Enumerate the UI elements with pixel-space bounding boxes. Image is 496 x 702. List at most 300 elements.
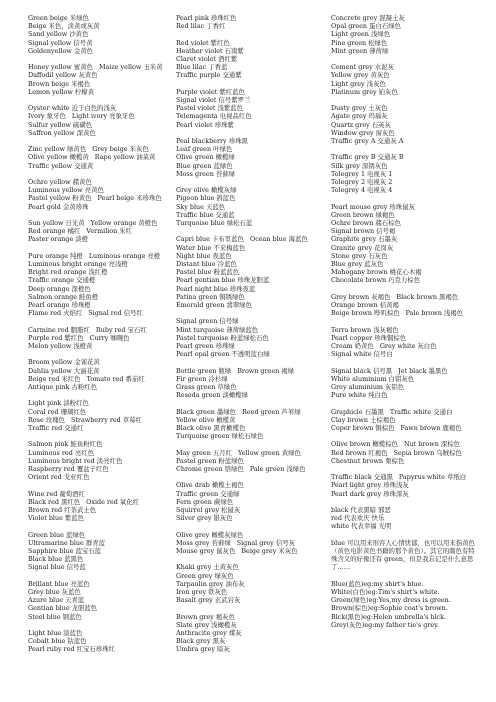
- color-line: [28, 14, 178, 22]
- color-entry: Beige red 米红色: [28, 374, 81, 383]
- color-line: [176, 317, 321, 325]
- color-line: [28, 531, 178, 539]
- color-line: [176, 621, 321, 629]
- color-line: [331, 47, 481, 55]
- color-entry: Brown green 褐绿: [237, 366, 295, 375]
- color-entry: Grey beige 米灰色: [92, 145, 149, 154]
- color-line: [176, 334, 321, 342]
- color-line: [176, 457, 321, 465]
- color-entry: Purple red 紫红色: [28, 333, 84, 342]
- color-entry: Violet blue 紫蓝色: [28, 514, 85, 523]
- color-line: [28, 153, 178, 161]
- color-line: [176, 498, 321, 506]
- color-line: [176, 350, 321, 358]
- example-sentence: Brown(棕色)eg:Sophie coat's brown.: [331, 604, 448, 613]
- color-entry: Coral red 珊瑚红色: [28, 407, 87, 416]
- color-entry: Ochre yellow 赭黄色: [28, 178, 92, 186]
- color-line: [331, 449, 481, 457]
- color-line: [28, 285, 178, 293]
- color-entry: Brown grey 褐灰色: [176, 612, 235, 621]
- line-gap: [176, 80, 321, 88]
- color-line: [176, 219, 321, 227]
- color-line: [176, 367, 321, 375]
- color-entry: Pearl beige 米珍珠色: [97, 194, 162, 203]
- color-entry: Window grey 窗灰色: [331, 128, 395, 137]
- color-line: [176, 383, 321, 391]
- color-entry: Coper brown 铜棕色: [331, 424, 395, 433]
- color-entry: Purple violet 紫红蓝色: [176, 87, 245, 96]
- color-line: [176, 276, 321, 284]
- color-entry: Sun yellow 日光黄: [28, 219, 85, 227]
- color-entry: Pearl dark grey 珍珠深灰: [331, 489, 409, 498]
- color-entry: Traffic grey A 交通灰 A: [331, 137, 404, 146]
- color-entry: Red brown 红褐色: [331, 448, 388, 457]
- color-line: [176, 121, 321, 129]
- line-gap: [28, 317, 178, 325]
- color-entry: Pale green 浅绿色: [249, 465, 306, 474]
- color-entry: Distant blue 冷蓝色: [176, 260, 237, 269]
- color-entry: Traffic white 交通白: [389, 407, 453, 416]
- color-line: [331, 260, 481, 268]
- color-line: [28, 506, 178, 514]
- color-entry: Luminous bright orange 亮浅橙: [28, 260, 128, 268]
- color-entry: Pearl opal green 不透明蓝白绿: [176, 350, 270, 359]
- example-sentence: Blue(蓝色)eg:my shirt's blue.: [331, 579, 424, 588]
- color-entry: Brillant blue 亮蓝色: [28, 579, 90, 588]
- color-line: [176, 572, 321, 580]
- color-line: [28, 260, 178, 268]
- color-entry: Black red 黑红色: [28, 497, 81, 506]
- line-gap: [28, 244, 178, 252]
- color-entry: Carmine red 胭脂红: [28, 325, 90, 334]
- color-line: [28, 465, 178, 473]
- color-entry: Light grey 浅灰色: [331, 79, 386, 88]
- color-line: [28, 342, 178, 350]
- color-entry: Oyster white 近于白色的浅灰: [28, 104, 117, 113]
- color-entry: Deep orange 深橙色: [28, 284, 91, 293]
- color-line: [28, 383, 178, 391]
- color-line: [176, 211, 321, 219]
- color-line: [176, 153, 321, 161]
- color-line: [28, 457, 178, 465]
- color-line: [331, 276, 481, 284]
- color-entry: black 代表黑暗 邪恶: [331, 506, 391, 515]
- color-entry: Oxide red 氧化红: [86, 497, 140, 506]
- color-line: [176, 424, 321, 432]
- color-line: [331, 71, 481, 79]
- color-entry: Beige grey 米灰色: [241, 547, 298, 556]
- color-entry: Bright red orange 浅红橙: [28, 268, 108, 277]
- color-entry: Fir green 冷杉绿: [176, 374, 228, 383]
- color-entry: Olive grey 橄榄灰绿色: [176, 530, 244, 539]
- color-line: [331, 30, 481, 38]
- color-line: [28, 301, 178, 309]
- color-line: [176, 342, 321, 350]
- color-line: [28, 449, 178, 457]
- color-entry: Pine green 松绿色: [331, 38, 388, 47]
- color-entry: Tarpaulin grey 油布灰: [176, 579, 245, 588]
- color-entry: Salmon pink 鲑鱼粉红色: [28, 440, 103, 449]
- color-line: [331, 219, 481, 227]
- color-line: [28, 47, 178, 55]
- color-entry: Dusty grey 土灰色: [331, 104, 388, 113]
- line-gap: [331, 96, 481, 104]
- color-entry: Umbra grey 暗灰: [176, 645, 230, 654]
- color-entry: Signal grey 信号灰: [236, 538, 295, 547]
- line-gap: [176, 178, 321, 186]
- color-entry: Emerald green 翡翠绿色: [176, 301, 252, 310]
- color-entry: Bottle green 瓶绿: [176, 366, 232, 375]
- color-line: [331, 522, 481, 530]
- color-entry: Papyrus white 草纸白: [398, 473, 467, 482]
- color-list-column-2: [176, 14, 321, 654]
- color-line: [331, 416, 481, 424]
- color-entry: Grey white 灰白色: [379, 342, 437, 351]
- color-line: [331, 14, 481, 22]
- color-entry: Cream 奶黄色: [331, 342, 374, 351]
- color-line: [176, 170, 321, 178]
- line-gap: [28, 170, 178, 178]
- color-line: [28, 39, 178, 47]
- color-entry: Daffodil yellow 灰黄色: [28, 71, 98, 80]
- color-entry: Strawberry red 草莓红: [70, 415, 142, 424]
- color-entry: Brown beige 米褐色: [28, 79, 91, 88]
- color-entry: Signal brown 信号褐: [331, 227, 396, 236]
- color-example-list: [331, 580, 481, 629]
- line-gap: [331, 317, 481, 325]
- color-entry: Traffic grey B 交通灰 B: [331, 153, 404, 162]
- color-entry: Curry 咖喱色: [89, 333, 130, 342]
- color-line: [28, 490, 178, 498]
- color-entry: Mouse grey 鼠灰色: [176, 547, 236, 556]
- color-line: [28, 629, 178, 637]
- color-line: [176, 162, 321, 170]
- color-entry: Signal red 信号红: [88, 309, 143, 318]
- color-line: [28, 645, 178, 653]
- color-entry: Telemagenta 电视品红色: [176, 112, 252, 121]
- color-line: [176, 613, 321, 621]
- color-entry: Pure orange 纯橙: [28, 251, 83, 260]
- line-gap: [176, 358, 321, 366]
- line-gap: [28, 211, 178, 219]
- color-entry: Pastel violet 浅紫蓝色: [176, 104, 244, 113]
- color-line: [331, 301, 481, 309]
- color-line: [331, 457, 481, 465]
- color-entry: Signal black 信号黑: [331, 366, 393, 375]
- color-entry: red 代表欢庆 快乐: [331, 514, 385, 523]
- color-line: [176, 55, 321, 63]
- color-entry: Moss grey 苔藓绿: [176, 538, 231, 547]
- color-entry: Olive drab 橄榄土褐色: [176, 481, 244, 490]
- color-entry: Red orange 橘红: [28, 227, 81, 236]
- color-line: [176, 22, 321, 30]
- line-gap: [176, 440, 321, 448]
- color-line: [28, 276, 178, 284]
- color-line: [176, 88, 321, 96]
- example-sentence: Blck(黑色)eg:Helen umbrella's blck.: [331, 612, 447, 621]
- color-entry: Traffic yellow 交通黄: [28, 161, 94, 170]
- color-entry: Pigeon blue 鸽蓝色: [176, 194, 236, 203]
- color-line: [28, 80, 178, 88]
- color-entry: Light pink 淡粉红色: [28, 399, 89, 408]
- color-line: [28, 112, 178, 120]
- color-line: [331, 129, 481, 137]
- color-line: [331, 244, 481, 252]
- color-entry: Stone grey 石灰色: [331, 251, 388, 260]
- color-entry: Traffic green 交通绿: [176, 489, 240, 498]
- color-entry: Sky blue 天蓝色: [176, 202, 226, 211]
- color-line: [331, 326, 481, 334]
- color-line: [28, 203, 178, 211]
- color-entry: Black grey 黑灰: [176, 637, 226, 646]
- color-entry: Black green 墨绿色: [176, 407, 237, 416]
- color-entry: Platinum grey 铂灰色: [331, 87, 398, 96]
- color-entry: Light blue 淡蓝色: [28, 629, 83, 638]
- color-entry: Melon yellow 浅橙黄: [28, 342, 93, 351]
- line-gap: [28, 137, 178, 145]
- color-line: [28, 162, 178, 170]
- color-entry: Blue green 蓝绿色: [176, 161, 233, 170]
- color-line: [331, 252, 481, 260]
- color-line: [176, 481, 321, 489]
- color-entry: Wine red 葡萄酒红: [28, 489, 85, 498]
- color-line: [331, 88, 481, 96]
- color-entry: Mint green 薄荷绿: [331, 46, 389, 55]
- color-entry: Olive brown 橄榄棕色: [331, 440, 398, 449]
- color-line: [28, 563, 178, 571]
- color-line: [176, 301, 321, 309]
- color-line: [28, 194, 178, 202]
- line-gap: [331, 285, 481, 293]
- color-line: [28, 358, 178, 366]
- line-gap: [176, 129, 321, 137]
- color-line: [176, 203, 321, 211]
- color-entry: Black brown 黑褐色: [396, 292, 459, 301]
- color-entry: Silver grey 银灰色: [176, 514, 233, 523]
- line-gap: [176, 399, 321, 407]
- color-entry: Pastel green 粉蓝绿色: [176, 456, 244, 465]
- line-gap: [28, 621, 178, 629]
- color-entry: Khaki grey 土黄灰色: [176, 563, 239, 572]
- color-entry: Moss green 苔藓绿: [176, 169, 236, 178]
- color-line: [331, 170, 481, 178]
- color-line: [331, 112, 481, 120]
- color-entry: Yellow green 黄绿色: [238, 448, 301, 457]
- color-entry: Pearl copper 珍珠铜棕色: [331, 333, 407, 342]
- color-line: [331, 350, 481, 358]
- color-line: [28, 498, 178, 506]
- color-line: [28, 399, 178, 407]
- color-line: [331, 334, 481, 342]
- color-entry: Tomato red 番茄红: [86, 374, 145, 383]
- color-entry: Orient red 戈亚红色: [28, 473, 90, 482]
- color-entry: Chrome green 铬绿色: [176, 465, 244, 474]
- color-line: [176, 596, 321, 604]
- color-entry: Slate grey 浅橄榄灰: [176, 620, 237, 629]
- color-entry: Pearl light grey 珍珠浅灰: [331, 481, 409, 490]
- color-line: [176, 285, 321, 293]
- color-line: [331, 506, 481, 514]
- color-line: [176, 432, 321, 440]
- color-line: [176, 112, 321, 120]
- color-line: [176, 260, 321, 268]
- color-entry: Pastel yellow 粉黄色: [28, 194, 92, 203]
- color-entry: Yellow grey 黄灰色: [331, 71, 390, 80]
- color-entry: Pearl ruby red 红宝石珍珠红: [28, 645, 115, 654]
- color-line: [28, 416, 178, 424]
- example-sentence: Grey(灰色)eg:my father tie's grey.: [331, 620, 439, 629]
- color-line: [28, 293, 178, 301]
- color-line: [331, 80, 481, 88]
- color-entry: Green blue 蓝绿色: [28, 530, 86, 539]
- color-line: [176, 71, 321, 79]
- color-entry: Ivory 象牙色: [28, 112, 66, 121]
- line-gap: [28, 522, 178, 530]
- color-entry: Vermilion 朱红: [86, 227, 133, 236]
- example-sentence: Green(绿色)eg:Yes,my dress is green.: [331, 596, 451, 605]
- color-line: [331, 490, 481, 498]
- color-entry: Pearl pink 珍珠红色: [176, 14, 237, 22]
- color-line: [176, 47, 321, 55]
- color-entry: Fawn brown 鹿褐色: [400, 424, 462, 433]
- color-line: [176, 137, 321, 145]
- color-line: [28, 547, 178, 555]
- color-line: [28, 588, 178, 596]
- color-entry: Sapphire blue 蓝宝石蓝: [28, 547, 102, 556]
- example-sentence: White(白色)eg:Tim's shirt's white.: [331, 588, 440, 597]
- color-meaning-paragraph: blue 可以用来形容人心情忧郁，也可以用来指黄色（黄色电影黄色书籍的那个黄色）。其它的颜色有特殊含义的好像还有 green，但是我忘记是什么意思了……: [331, 538, 475, 572]
- color-entry: Cement grey 水泥灰: [331, 63, 394, 72]
- color-entry: Broom yellow 金雀花黄: [28, 358, 100, 367]
- color-entry: Silk grey 深锈灰色: [331, 161, 388, 170]
- color-entry: Orange brown 桔黄褐: [331, 301, 399, 310]
- color-line: [28, 235, 178, 243]
- color-entry: Telegrey 4 电视灰 4: [331, 186, 393, 195]
- color-line: [28, 88, 178, 96]
- color-entry: Telegrey 1 电视灰 1: [331, 169, 393, 178]
- line-gap: [331, 194, 481, 202]
- color-entry: Jet black 墨黑色: [398, 366, 448, 375]
- color-entry: Light ivory 亮象牙色: [71, 112, 135, 121]
- color-entry: Turquoise green 绿松石绿色: [176, 432, 264, 441]
- color-entry: Pearl violet 珍珠紫: [176, 120, 234, 129]
- color-entry: Green beige 米绿色: [28, 14, 89, 22]
- color-line: [331, 391, 481, 399]
- color-line: [176, 580, 321, 588]
- color-line: [28, 252, 178, 260]
- color-line: [176, 244, 321, 252]
- color-entry: Reseda green 淡橄榄绿: [176, 391, 249, 400]
- color-entry: May green 五月红: [176, 448, 233, 457]
- color-entry: Nut brown 深棕色: [403, 440, 461, 449]
- color-line: [176, 416, 321, 424]
- color-entry: Luminous bright red 淡亮红色: [28, 456, 123, 465]
- color-line: [28, 375, 178, 383]
- color-line: [176, 391, 321, 399]
- color-line: [28, 367, 178, 375]
- color-entry: Traffic purple 交通紫: [176, 71, 242, 80]
- line-gap: [28, 481, 178, 489]
- color-entry: Traffic red 交通红: [28, 424, 84, 433]
- color-line: [331, 424, 481, 432]
- color-line: [331, 309, 481, 317]
- color-entry: Pastel blue 粉蓝蓝色: [176, 268, 240, 277]
- color-entry: Brown red 红茶武士色: [28, 506, 97, 515]
- color-entry: Opal green 蛋白石绿色: [331, 22, 402, 31]
- color-entry: Olive green 橄榄绿: [176, 153, 235, 162]
- line-gap: [331, 358, 481, 366]
- color-entry: Red violet 紫红色: [176, 38, 230, 47]
- color-entry: white 代表幸福 光明: [331, 522, 392, 531]
- color-line: [28, 326, 178, 334]
- color-entry: Water blue 不来梅蓝色: [176, 243, 246, 252]
- color-line: [331, 153, 481, 161]
- color-entry: Pearl mouse grey 珍珠鼠灰: [331, 202, 415, 211]
- color-line: [176, 514, 321, 522]
- color-entry: Pearl gentian blue 珍珠龙胆蓝: [176, 276, 270, 285]
- color-entry: Cobalt blue 钴蓝色: [28, 637, 87, 646]
- color-line: [28, 440, 178, 448]
- color-entry: Black olive 黑青橄榄色: [176, 424, 246, 433]
- color-entry: Paster orange 淡橙: [28, 235, 89, 244]
- color-entry: Signal green 信号绿: [176, 317, 239, 326]
- color-entry: Pale brown 浅褐色: [405, 309, 464, 318]
- color-line: [176, 629, 321, 637]
- color-line: [331, 186, 481, 194]
- color-entry: Signal violet 信号紫罗兰: [176, 96, 251, 104]
- color-entry: Lemon yellow 柠檬黄: [28, 87, 95, 96]
- color-line: [28, 71, 178, 79]
- color-entry: Ruby red 宝石红: [95, 325, 147, 334]
- color-line: [331, 383, 481, 391]
- color-entry: Saffron yellow 深黄色: [28, 128, 96, 137]
- line-gap: [331, 465, 481, 473]
- color-line: [176, 326, 321, 334]
- color-entry: Traffic orange 交通橙: [28, 276, 96, 285]
- color-line: [28, 408, 178, 416]
- color-line: [176, 235, 321, 243]
- color-line: [331, 235, 481, 243]
- color-entry: Heather violet 石南紫: [176, 46, 244, 55]
- color-line: [331, 162, 481, 170]
- color-line: [176, 645, 321, 653]
- color-entry: Pearl green 珍珠绿: [176, 342, 235, 351]
- color-line: [331, 408, 481, 416]
- color-entry: Agate grey 玛瑙灰: [331, 112, 388, 121]
- color-entry: Green brown 绿褐色: [331, 210, 395, 219]
- color-entry: Beige 米色，淡黄或灰黄: [28, 22, 100, 31]
- color-entry: Basalt grey 玄武岩灰: [176, 596, 241, 605]
- color-entry: Zinc yellow 绿黄色: [28, 145, 87, 154]
- color-entry: Pure white 纯白色: [331, 391, 388, 400]
- color-entry: Iron grey 铁灰色: [176, 588, 228, 597]
- color-line: [28, 30, 178, 38]
- color-line: [176, 194, 321, 202]
- color-line: [28, 309, 178, 317]
- color-line: [28, 219, 178, 227]
- color-line: [176, 375, 321, 383]
- color-line: [28, 514, 178, 522]
- color-entry: Grey olive 橄榄灰绿: [176, 186, 237, 195]
- color-entry: Clay brown 土棕褐色: [331, 415, 396, 424]
- color-entry: Chestnut brown 栗棕色: [331, 456, 405, 465]
- line-gap: [28, 55, 178, 63]
- color-entry: Maize yellow 玉米黄: [98, 63, 163, 72]
- color-entry: Leaf green 叶绿色: [176, 145, 233, 154]
- line-gap: [331, 55, 481, 63]
- color-line: [28, 539, 178, 547]
- color-entry: Raspberry red 覆盆子红色: [28, 465, 109, 474]
